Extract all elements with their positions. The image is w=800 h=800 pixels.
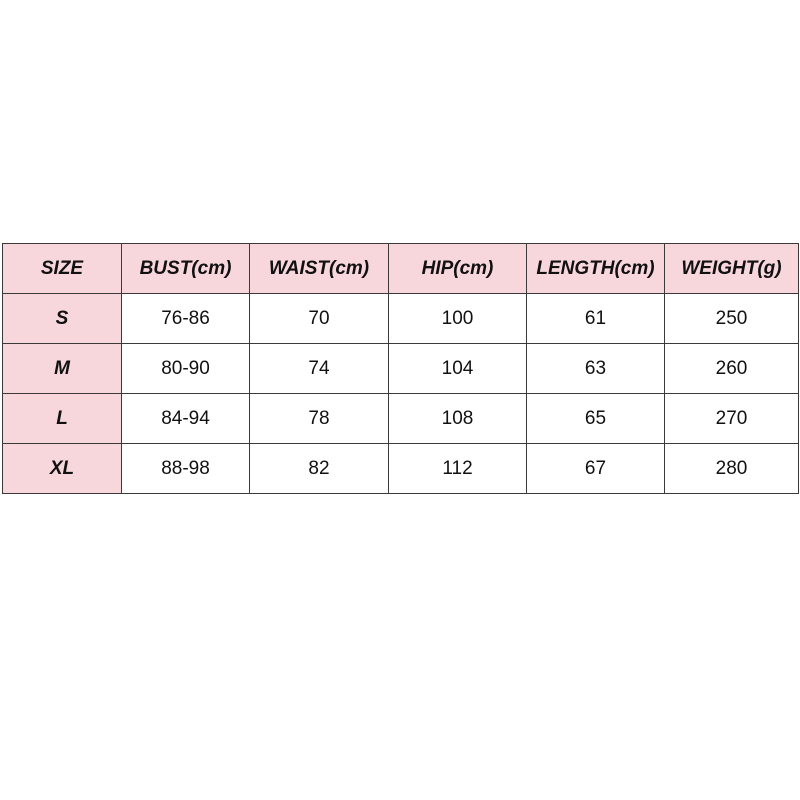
waist-value: 74 [250, 344, 389, 394]
weight-value: 250 [665, 294, 799, 344]
bust-value: 88-98 [122, 444, 250, 494]
weight-value: 260 [665, 344, 799, 394]
size-label: M [3, 344, 122, 394]
header-row [3, 244, 799, 294]
header-waist: WAIST(cm) [250, 244, 389, 294]
waist-value: 78 [250, 394, 389, 444]
hip-value: 104 [389, 344, 527, 394]
header-size: SIZE [3, 244, 122, 294]
length-value: 61 [527, 294, 665, 344]
bust-value: 76-86 [122, 294, 250, 344]
size-label: XL [3, 444, 122, 494]
hip-value: 108 [389, 394, 527, 444]
size-chart-table [2, 243, 799, 494]
bust-value: 80-90 [122, 344, 250, 394]
size-label: S [3, 294, 122, 344]
weight-value: 270 [665, 394, 799, 444]
table-row [3, 394, 799, 444]
table-row [3, 444, 799, 494]
length-value: 65 [527, 394, 665, 444]
hip-value: 112 [389, 444, 527, 494]
header-bust: BUST(cm) [122, 244, 250, 294]
header-weight: WEIGHT(g) [665, 244, 799, 294]
header-length: LENGTH(cm) [527, 244, 665, 294]
waist-value: 82 [250, 444, 389, 494]
length-value: 63 [527, 344, 665, 394]
size-label: L [3, 394, 122, 444]
weight-value: 280 [665, 444, 799, 494]
waist-value: 70 [250, 294, 389, 344]
hip-value: 100 [389, 294, 527, 344]
table-row [3, 294, 799, 344]
length-value: 67 [527, 444, 665, 494]
header-hip: HIP(cm) [389, 244, 527, 294]
table-row [3, 344, 799, 394]
bust-value: 84-94 [122, 394, 250, 444]
